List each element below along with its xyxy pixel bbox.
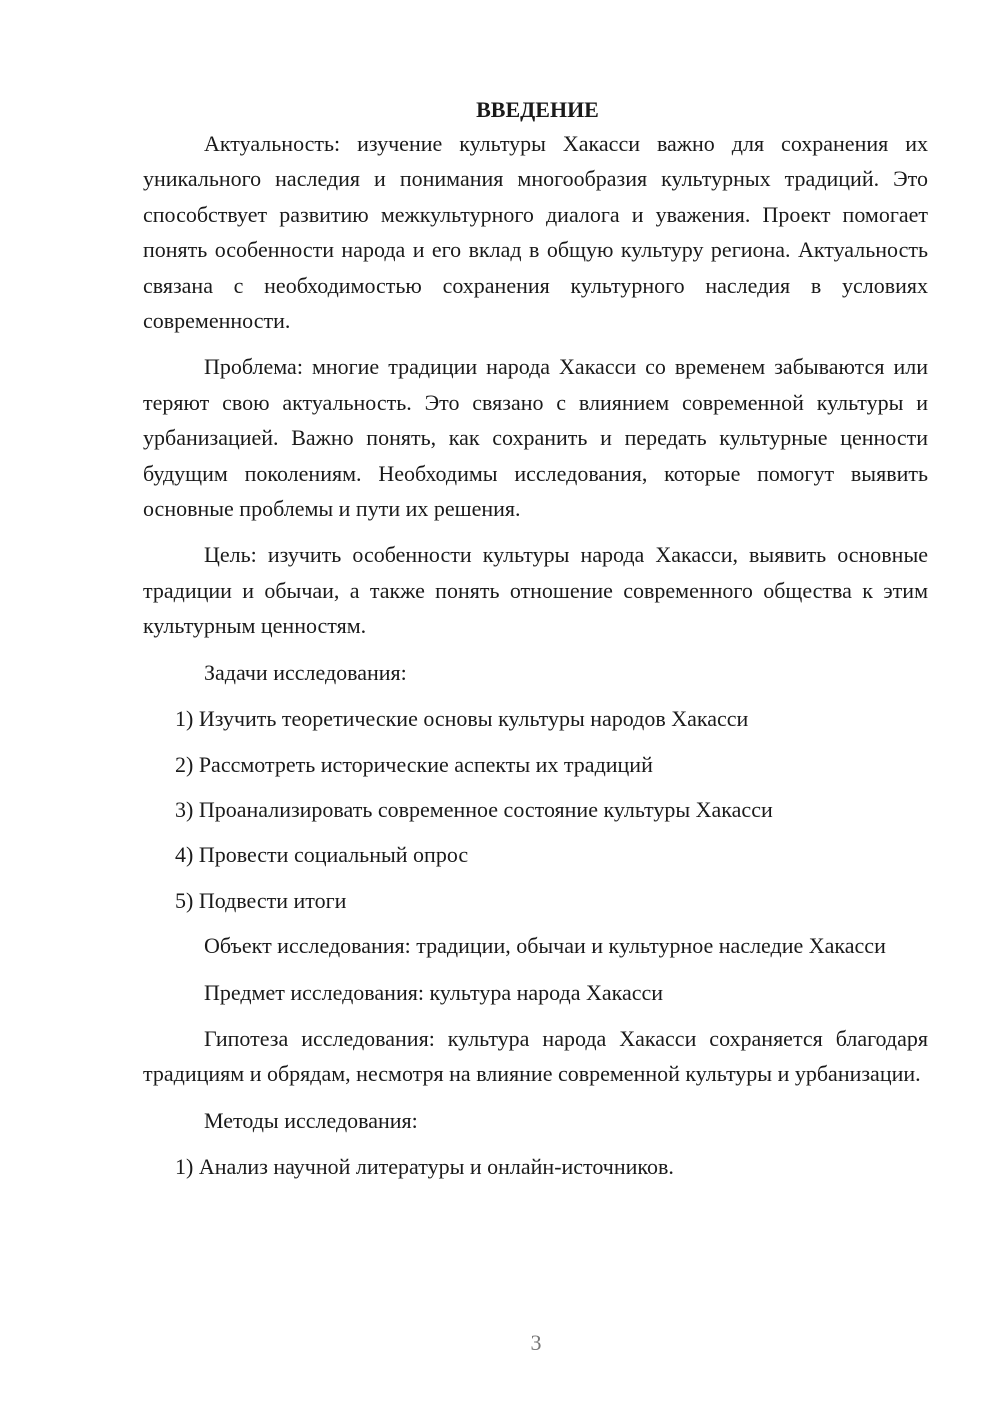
paragraph-goal: Цель: изучить особенности культуры народа Хакасси, выявить основные традиции и обычаи, а также понять отношение современного общества к этим культурным ценностям. (143, 542, 928, 639)
task-item-1: 1) Изучить теоретические основы культуры народов Хакасси (175, 706, 749, 732)
task-item-4: 4) Провести социальный опрос (175, 842, 469, 868)
paragraph-hypothesis: Гипотеза исследования: культура народа Хакасси сохраняется благодаря традициям и обрядам, несмотря на влияние современной культуры и урбанизации. (143, 1025, 928, 1087)
task-item-5: 5) Подвести итоги (175, 887, 347, 913)
document-page (143, 92, 928, 1195)
page-number: 3 (530, 1330, 542, 1355)
methods-list (143, 1149, 928, 1184)
paragraph-problem: Проблема: многие традиции народа Хакасси со временем забываются или теряют свою актуальность. Это связано с влиянием современной культуры и урбанизацией. Важно понять, как сохранить и передать культурные ценности будущим поколениям. Необходимы исследования, которые помогут выявить основные проблемы и пути их решения. (143, 354, 928, 522)
tasks-heading: Задачи исследования: (204, 659, 407, 685)
paragraph-object: Объект исследования: традиции, обычаи и культурное наследие Хакасси (204, 933, 886, 959)
task-item-2: 2) Рассмотреть исторические аспекты их традиций (175, 751, 653, 777)
tasks-list (143, 701, 928, 918)
page-title: ВВЕДЕНИЕ (476, 97, 599, 122)
method-item-1: 1) Анализ научной литературы и онлайн-источников. (175, 1154, 674, 1180)
task-item-3: 3) Проанализировать современное состояние культуры Хакасси (175, 796, 773, 822)
paragraph-relevance: Актуальность: изучение культуры Хакасси важно для сохранения их уникального наследия и понимания многообразия культурных традиций. Это способствует развитию межкультурного диалога и уважения. Проект помогает понять особенности народа и его вклад в общую культуру региона. Актуальность связана с необходимостью сохранения культурного наследия в условиях современности. (143, 131, 928, 334)
methods-heading: Методы исследования: (204, 1107, 418, 1133)
paragraph-subject: Предмет исследования: культура народа Хакасси (204, 979, 664, 1005)
